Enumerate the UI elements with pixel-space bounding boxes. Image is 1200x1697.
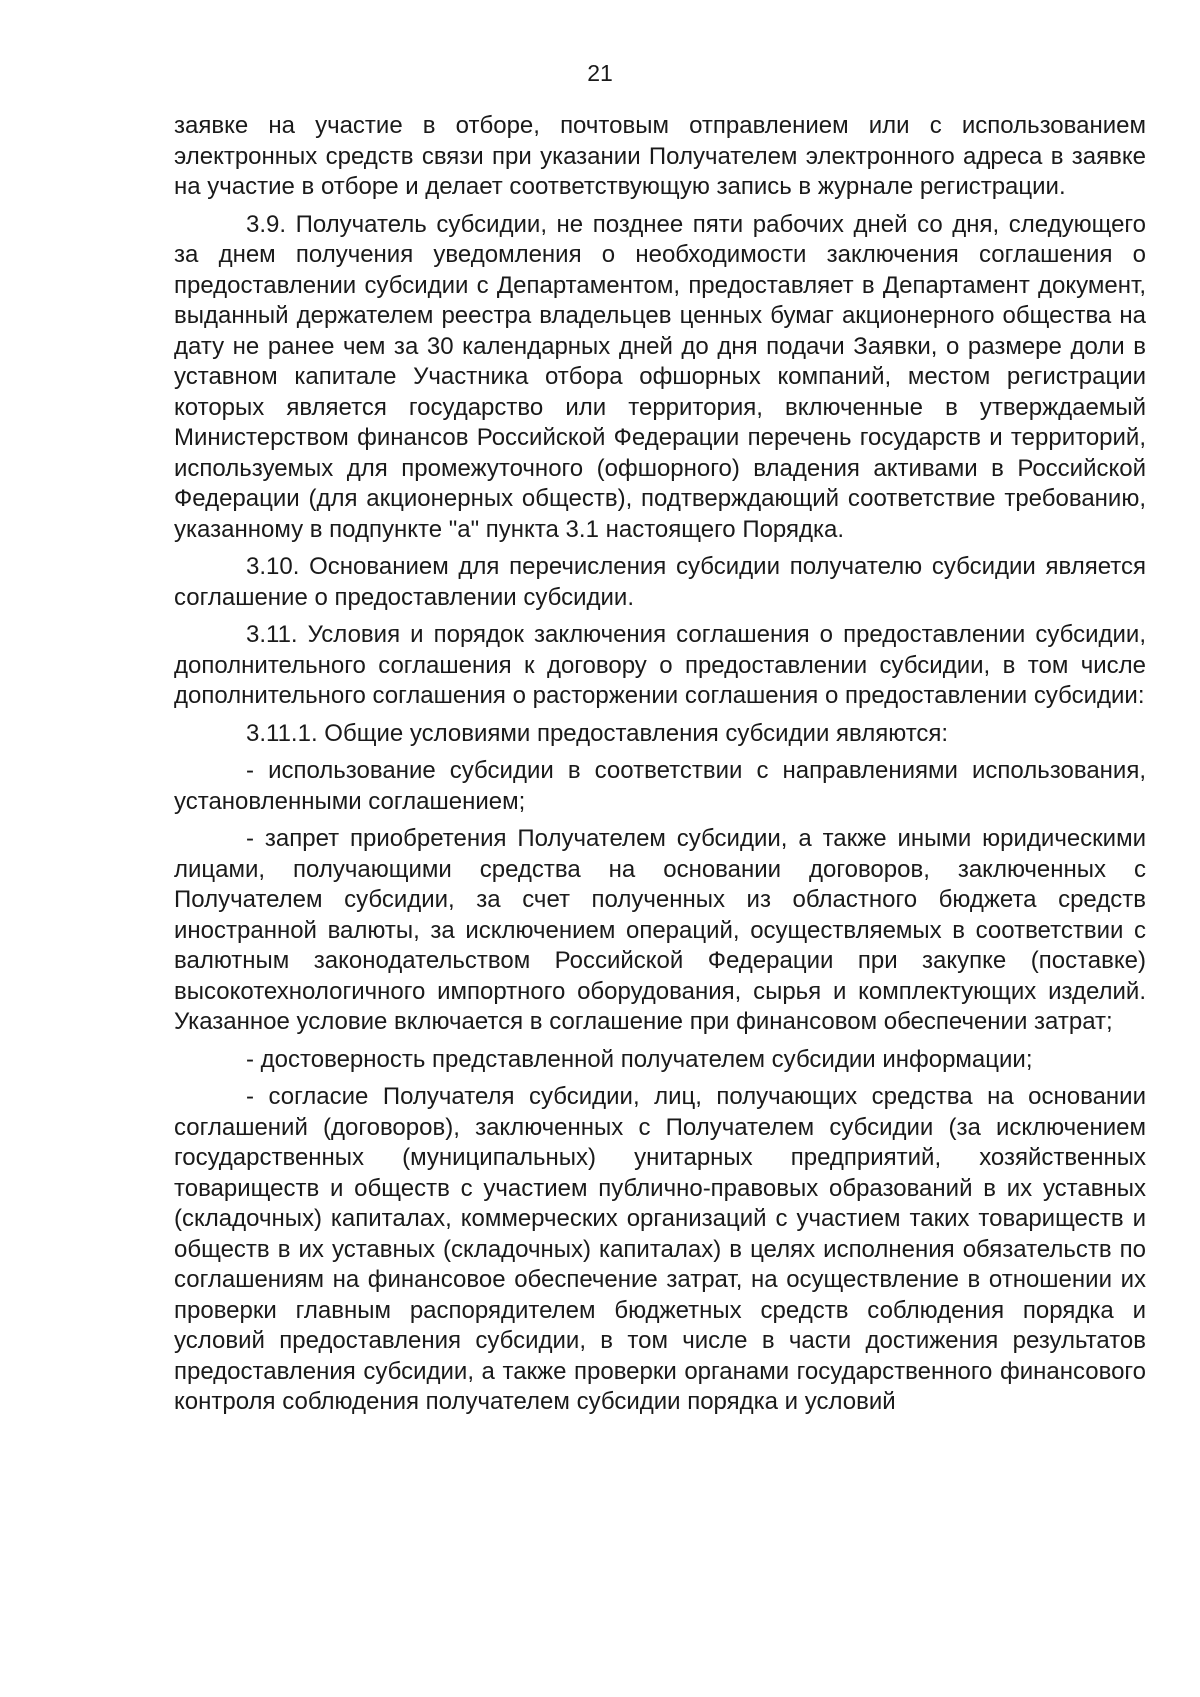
paragraph-continuation: заявке на участие в отборе, почтовым отправлением или с использованием электронных средств связи при указании Получателем электронного адреса в заявке на участие в отборе и делает соответствующую запись в журнале регистрации.	[174, 112, 1146, 200]
paragraph-3-11: 3.11. Условия и порядок заключения соглашения о предоставлении субсидии, дополнительного соглашения к договору о предоставлении субсидии, в том числе дополнительного соглашения о расторжении соглашения о предоставлении субсидии:	[174, 621, 1146, 709]
page-number: 21	[587, 60, 613, 86]
document-body	[174, 111, 1146, 1425]
list-item-currency-ban: - запрет приобретения Получателем субсидии, а также иными юридическими лицами, получающими средства на основании договоров, заключенных с Получателем субсидии, за счет полученных из областного бюджета средств иностранной валюты, за исключением операций, осуществляемых в соответствии с валютным законодательством Российской Федерации при закупке (поставке) высокотехнологичного импортного оборудования, сырья и комплектующих изделий. Указанное условие включается в соглашение при финансовом обеспечении затрат;	[174, 825, 1146, 1035]
list-item-reliability: - достоверность представленной получателем субсидии информации;	[246, 1045, 1033, 1073]
paragraph-3-10: 3.10. Основанием для перечисления субсидии получателю субсидии является соглашение о предоставлении субсидии.	[174, 553, 1146, 611]
list-item-consent: - согласие Получателя субсидии, лиц, получающих средства на основании соглашений (договоров), заключенных с Получателем субсидии (за исключением государственных (муниципальных) унитарных предприятий, хозяйственных товариществ и обществ с участием публично-правовых образований в их уставных (складочных) капиталах, коммерческих организаций с участием таких товариществ и обществ в их уставных (складочных) капиталах) в целях исполнения обязательств по соглашениям на финансовое обеспечение затрат, на осуществление в отношении их проверки главным распорядителем бюджетных средств соблюдения порядка и условий предоставления субсидии, в том числе в части достижения результатов предоставления субсидии, а также проверки органами государственного финансового контроля соблюдения получателем субсидии порядка и условий	[174, 1083, 1146, 1415]
paragraph-3-9: 3.9. Получатель субсидии, не позднее пяти рабочих дней со дня, следующего за днем получения уведомления о необходимости заключения соглашения о предоставлении субсидии с Департаментом, предоставляет в Департамент документ, выданный держателем реестра владельцев ценных бумаг акционерного общества на дату не ранее чем за 30 календарных дней до дня подачи Заявки, о размере доли в уставном капитале Участника отбора офшорных компаний, местом регистрации которых является государство или территория, включенные в утверждаемый Министерством финансов Российской Федерации перечень государств и территорий, используемых для промежуточного (офшорного) владения активами в Российской Федерации (для акционерных обществ), подтверждающий соответствие требованию, указанному в подпункте "а" пункта 3.1 настоящего Порядка.	[174, 210, 1146, 543]
paragraph-3-11-1: 3.11.1. Общие условиями предоставления субсидии являются:	[246, 719, 949, 747]
list-item-usage: - использование субсидии в соответствии с направлениями использования, установленными соглашением;	[174, 757, 1146, 815]
